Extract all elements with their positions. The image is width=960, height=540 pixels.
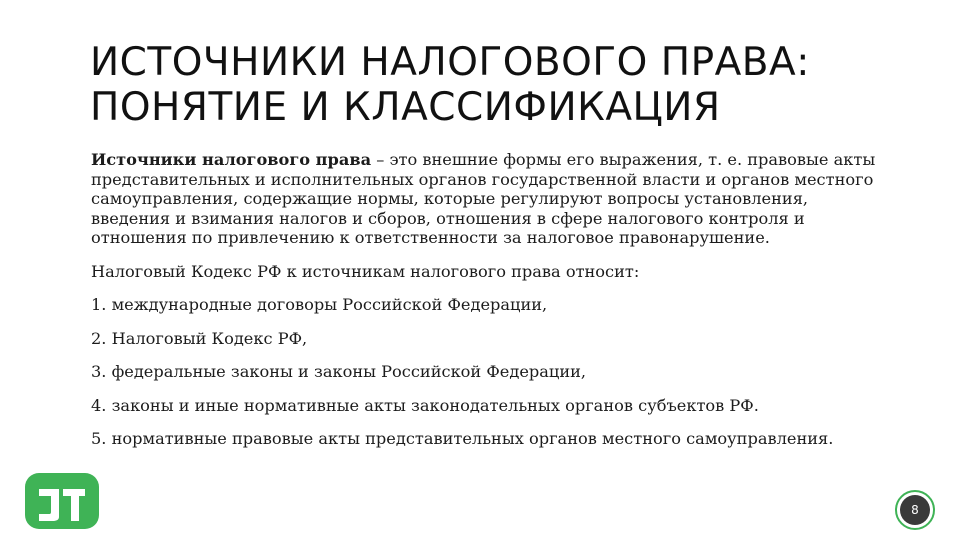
definition-term: Источники налогового права	[91, 150, 372, 169]
page-number-badge	[895, 490, 935, 530]
list-item: 4. законы и иные нормативные акты законодательных органов субъектов РФ.	[91, 395, 759, 415]
list-item: 2. Налоговый Кодекс РФ,	[91, 328, 308, 348]
intro-text: Налоговый Кодекс РФ к источникам налогового права относит:	[91, 261, 640, 281]
slide-body	[91, 150, 881, 463]
page-number: 8	[900, 495, 930, 525]
list-item: 5. нормативные правовые акты представительных органов местного самоуправления.	[91, 429, 834, 448]
definition-text: – это внешние формы его выражения, т. е. правовые акты представительных и исполнительных органов государственной власти и органов местного самоуправления, содержащие нормы, которые регулируют вопросы установления, введения и взимания налогов и сборов, отношения в сфере налогового контроля и отношения по привлечению к ответственности за налоговое правонарушение.	[91, 150, 876, 247]
list-item: 3. федеральные законы и законы Российской Федерации,	[91, 362, 587, 381]
pi-logo-icon	[25, 473, 99, 529]
definition-paragraph	[91, 150, 881, 248]
slide-title: ИСТОЧНИКИ НАЛОГОВОГО ПРАВА: ПОНЯТИЕ И КЛАССИФИКАЦИЯ	[90, 40, 810, 130]
list-item: 1. международные договоры Российской Федерации,	[91, 295, 548, 314]
